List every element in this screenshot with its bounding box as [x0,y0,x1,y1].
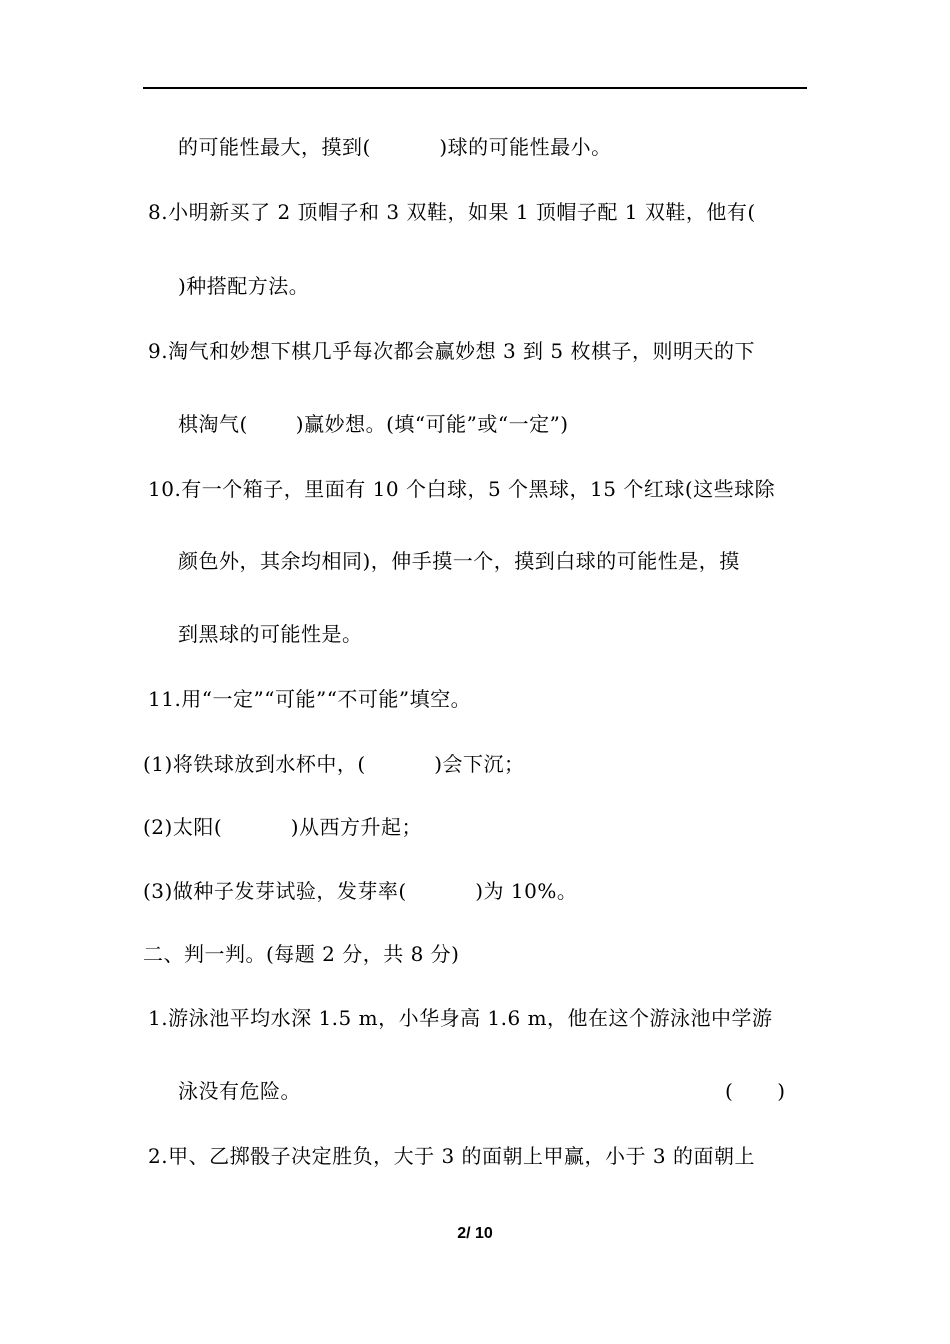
question-8-line-2: )种搭配方法。 [178,274,310,298]
judge-1-line-1: 1.游泳池平均水深 1.5 m，小华身高 1.6 m，他在这个游泳池中学游 [148,1006,773,1030]
question-10-line-2: 颜色外，其余均相同)，伸手摸一个，摸到白球的可能性是，摸 [178,549,740,573]
question-10-line-1: 10.有一个箱子，里面有 10 个白球，5 个黑球，15 个红球(这些球除 [148,477,776,501]
section-2-heading: 二、判一判。(每题 2 分，共 8 分) [143,942,460,966]
judge-2-line-1: 2.甲、乙掷骰子决定胜负，大于 3 的面朝上甲赢，小于 3 的面朝上 [148,1144,755,1168]
question-11-part-1: (1)将铁球放到水杯中，( )会下沉； [143,752,525,776]
text-line-1: 的可能性最大，摸到( )球的可能性最小。 [178,135,612,159]
question-11-part-3: (3)做种子发芽试验，发芽率( )为 10%。 [143,879,578,903]
question-8-line-1: 8.小明新买了 2 顶帽子和 3 双鞋，如果 1 顶帽子配 1 双鞋，他有( [148,200,756,224]
page-number: 2/ 10 [457,1225,493,1242]
question-10-line-3: 到黑球的可能性是。 [178,622,363,646]
judge-1-line-2: 泳没有危险。 [178,1079,301,1103]
judge-1-answer-bracket: ( ) [725,1079,786,1103]
question-11-part-2: (2)太阳( )从西方升起； [143,815,423,839]
header-rule [143,87,807,89]
question-9-line-1: 9.淘气和妙想下棋几乎每次都会赢妙想 3 到 5 枚棋子，则明天的下 [148,339,755,363]
question-9-line-2: 棋淘气( )赢妙想。(填“可能”或“一定”) [178,412,569,436]
question-11-stem: 11.用“一定”“可能”“不可能”填空。 [148,687,472,711]
